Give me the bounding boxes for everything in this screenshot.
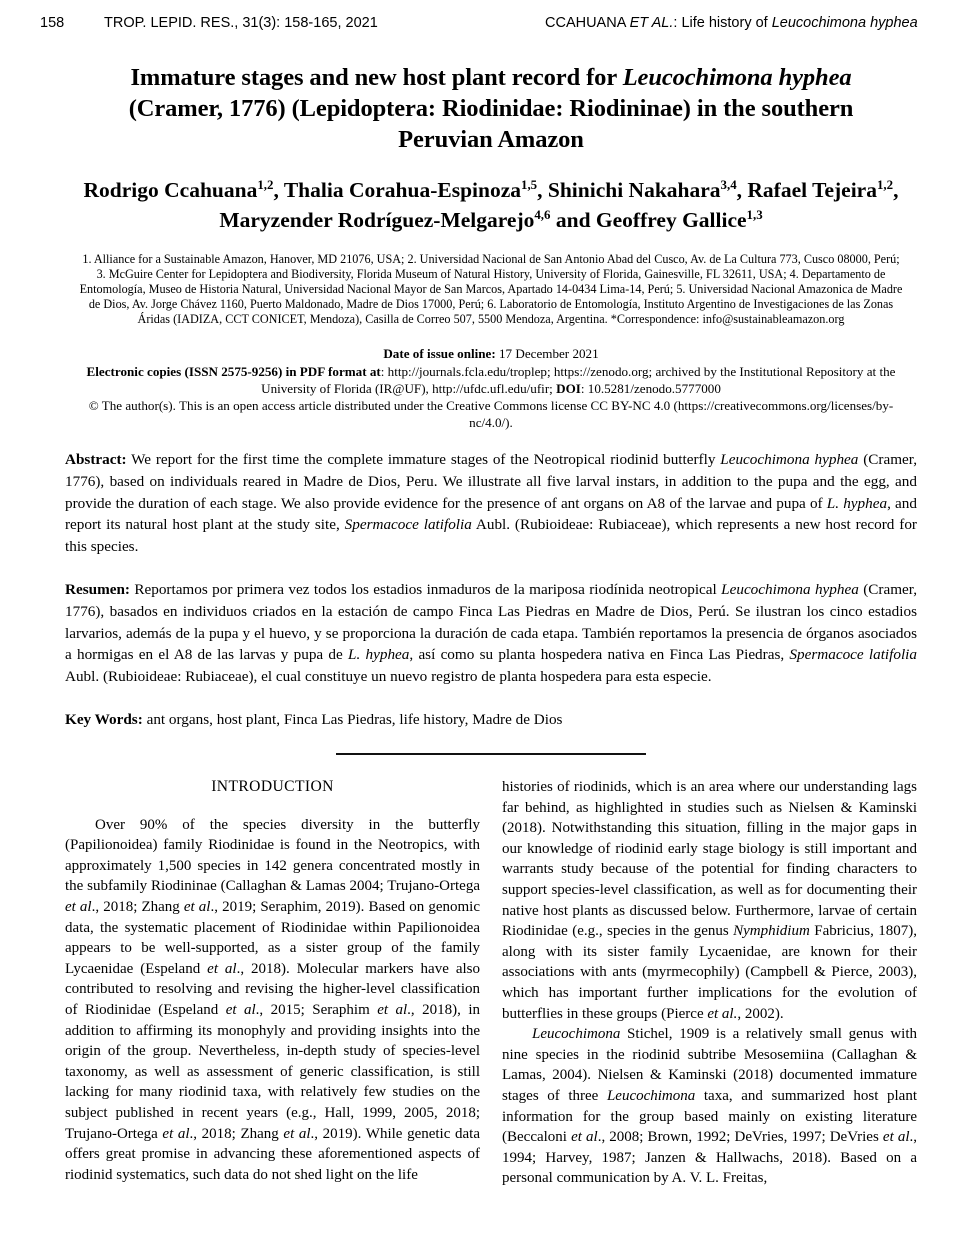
author-item [219, 208, 596, 232]
paragraph [502, 777, 917, 1024]
keywords-label: Key Words: [65, 711, 143, 729]
horizontal-rule [336, 753, 646, 755]
affiliations-block: 1. Alliance for a Sustainable Amazon, Hanover, MD 21076, USA; 2. Universidad Nacional de San Antonio Abad del Cusco, Av. de La Cultura 773, Cusco 08000, Perú; 3. McGuire Center for Lepidoptera and Biodiversity, Florida Museum of Natural History, University of Florida, Gainesville, FL 32611, USA; 4. Departamento de Entomología, Museo de Historia Natural, Universidad Nacional Mayor de San Marcos, Apartado 14-0434 Lima-14, Perú; 5. Universidad Nacional Amazonica de Madre de Dios, Av. Jorge Chávez 1160, Puerto Maldonado, Madre de Dios 17000, Perú; 6. Laboratorio de Entomología, Instituto Argentino de Investigaciones de las Zonas Áridas (IADIZA, CCT CONICET, Mendoza), Casilla de Correo 507, 5500 Mendoza, Argentina. *Correspondence: info@sustainableamazon.org [79, 252, 903, 327]
resumen-species-3: Spermacoce latifolia [789, 646, 917, 664]
resumen-text-4: Aubl. (Rubioideae: Rubiaceae), el cual constituye un nuevo registro de planta hospedera para esta especie. [65, 667, 712, 685]
resumen-block [65, 579, 917, 687]
paragraph-text: taxa, and summarized host plant information for the group based mainly on existing literature (Beccaloni [502, 1087, 917, 1146]
resumen-text-3: , así como su planta hospedera nativa en Finca Las Piedras, [409, 646, 790, 664]
title-species-name: Leucochimona hyphea [622, 64, 852, 91]
et-al: et al [183, 898, 211, 915]
journal-citation: TROP. LEPID. RES., 31(3): 158-165, 2021 [104, 15, 378, 31]
section-divider-wrapper [65, 753, 917, 755]
paragraph-text: Stichel, 1909 is a relatively small genus with nine species in the riodinid subtribe Mesosemiina (Callaghan & Lamas, 2004). Nielsen & Kaminski (2018) documented immature stages of three [502, 1026, 917, 1104]
title-line3: Peruvian Amazon [398, 126, 584, 153]
et-al: et al [283, 1125, 311, 1142]
resumen-text-1: Reportamos por primera vez todos los estadios inmaduros de la mariposa riodínida neotropical [129, 581, 722, 599]
body-column-right [502, 777, 917, 1189]
et-al: et al [377, 1001, 408, 1018]
paragraph-text: ., 2019). While genetic data offers great promise in advancing these aforementioned aspects of riodinid systematics, such data do not shed light on the life [65, 1125, 480, 1183]
author-name: Rodrigo Ccahuana [83, 178, 258, 202]
author-item [548, 178, 748, 202]
genus-name: Leucochimona [532, 1026, 621, 1043]
electronic-copies-value[interactable]: : http://journals.fcla.edu/troplep; https://zenodo.org; archived by the Institutional Repository at the University of Florida (IR@UF), http://ufdc.ufl.edu/ufir; [261, 363, 896, 396]
body-column-left [65, 777, 480, 1189]
resumen-species-1: Leucochimona hyphea [721, 581, 859, 599]
issue-date-value: 17 December 2021 [495, 346, 599, 362]
author-name: Rafael Tejeira [747, 178, 877, 202]
paragraph-text: ., 1994; Harvey, 1987; Janzen & Hallwachs, 2018). Based on a personal communication by A. V. L. Freitas, [502, 1129, 918, 1187]
et-al: et al [882, 1129, 910, 1146]
paragraph-text: Fabricius, 1807), along with its sister family Lycaenidae, are known for their associations with ants (myrmecophily) (Campbell & Pierce, 2003), which has important further implications for the evolution of butterflies in these groups (Pierce [502, 923, 917, 1022]
publication-info [65, 345, 917, 431]
issue-date-label: Date of issue online: [383, 346, 496, 362]
et-al: et al. [707, 1005, 738, 1022]
paragraph-text: ., 2018). Molecular markers have also contributed to resolving and revising the higher-level classification of Riodinidae (Espeland [65, 960, 480, 1018]
et-al: et al [65, 898, 92, 915]
abstract-text-1: We report for the first time the complete immature stages of the Neotropical riodinid butterfly [126, 451, 721, 469]
abstract-text-2: (Cramer, 1776), based on individuals reared in Madre de Dios, Peru. We illustrate all five larval instars, in addition to the pupa and the egg, and provide the duration of each stage. We also provide evidence for the presence of ant organs on A8 of the larvae and pupa of [65, 451, 917, 512]
author-name: Geoffrey Gallice [595, 208, 747, 232]
author-separator: , [537, 178, 548, 202]
running-head-species: Leucochimona hyphea [771, 15, 918, 31]
author-name: Thalia Corahua-Espinoza [283, 178, 521, 202]
author-affiliation-marker: 3,4 [720, 177, 737, 192]
author-separator: , [736, 178, 748, 202]
abstract-label: Abstract: [65, 451, 127, 469]
abstract-species-3: Spermacoce latifolia [344, 516, 472, 534]
title-line1-prefix: Immature stages and new host plant record for [130, 64, 623, 91]
author-separator: and [550, 208, 596, 232]
doi-label: DOI [556, 380, 581, 396]
paragraph-text: ., 2008; Brown, 1992; DeVries, 1997; DeVries [597, 1129, 883, 1146]
keywords-block [65, 709, 917, 731]
author-affiliation-marker: 1,2 [257, 177, 274, 192]
issue-date-line [71, 345, 911, 362]
et-al: et al [162, 1125, 190, 1142]
resumen-text-2: (Cramer, 1776), basados en individuos criados en la estación de campo Finca Las Piedras en Madre de Dios, Perú. Se ilustran los cinco estadios larvarios, además de la pupa y el huevo, y se proporciona la duración de cada etapa. También reportamos la presencia de órganos asociados a hormigas en el A8 de las larvas y pupa de [65, 581, 918, 664]
author-name: Shinichi Nakahara [547, 178, 721, 202]
author-name: Maryzender Rodríguez-Melgarejo [219, 208, 535, 232]
license-line: © The author(s). This is an open access article distributed under the Creative Commons license CC BY-NC 4.0 (https://creativecommons.org/licenses/by-nc/4.0/). [88, 398, 894, 431]
paragraph [65, 815, 480, 1186]
abstract-block [65, 449, 917, 557]
author-affiliation-marker: 1,5 [521, 177, 538, 192]
paragraph-text: Over 90% of the species diversity in the butterfly (Papilionoidea) family Riodinidae is found in the Neotropics, with approximately 1,500 species in 142 genera concentrated mostly in the subfamily Riodininae (Callaghan & Lamas 2004; Trujano-Ortega [65, 816, 480, 895]
page-number: 158 [40, 15, 65, 31]
paragraph-text: ., 2019; Seraphim, 2019). Based on genomic data, the systematic placement of Riodinidae within Papilionoidea appears to be well-supported, as a sister group of the family Lycaenidae (Espeland [65, 898, 480, 977]
resumen-label: Resumen: [65, 581, 130, 599]
paragraph-text: ., 2018; Zhang [189, 1125, 284, 1142]
abstract-text-3: , and report its natural host plant at the study site, [65, 494, 917, 534]
author-item [84, 178, 284, 202]
author-affiliation-marker: 4,6 [534, 207, 551, 222]
author-list [65, 175, 917, 235]
doi-value[interactable]: : 10.5281/zenodo.5777000 [580, 380, 721, 396]
electronic-copies-line [71, 363, 911, 397]
paragraph-text: ., 2018), in addition to affirming its monophyly and providing insights into the origin of the group. Nevertheless, in-depth study of species-level taxonomy, as well as assessment of generic classification, is still lacking for many riodinid taxa, with relatively few studies on the subject published in recent years (e.g., Hall, 1999, 2005, 2018; Trujano-Ortega [65, 1001, 481, 1142]
abstract-species-2: L. hyphea [826, 494, 888, 512]
et-al: et al [225, 1001, 256, 1018]
author-affiliation-marker: 1,2 [876, 177, 894, 192]
electronic-copies-label: Electronic copies (ISSN 2575-9256) in PDF format at [86, 363, 381, 379]
section-heading-introduction: INTRODUCTION [211, 778, 334, 796]
article-content [65, 0, 917, 1189]
abstract-text-4: Aubl. (Rubioideae: Rubiaceae), which represents a new host record for this species. [65, 516, 917, 555]
genus-name: Nymphidium [733, 923, 810, 940]
et-al: et al [571, 1129, 598, 1146]
page-title [65, 62, 917, 155]
paragraph-text: ., 2018; Zhang [91, 898, 184, 915]
et-al: et al [207, 960, 237, 977]
running-head-etal: ET AL. [629, 15, 674, 31]
title-line2: (Cramer, 1776) (Lepidoptera: Riodinidae: Riodininae) in the southern [128, 95, 854, 122]
genus-name: Leucochimona [606, 1087, 696, 1104]
paragraph-text: , 2002). [737, 1005, 784, 1022]
author-item [596, 208, 763, 232]
keywords-value: ant organs, host plant, Finca Las Piedras, life history, Madre de Dios [142, 711, 563, 729]
author-separator: , [273, 178, 284, 202]
author-affiliation-marker: 1,3 [746, 207, 763, 222]
running-head-label: : Life history of [673, 15, 772, 31]
paragraph-text: ., 2015; Seraphim [255, 1001, 378, 1018]
paragraph [502, 1024, 917, 1189]
running-head-authors: CCAHUANA [545, 15, 630, 31]
body-columns [65, 777, 917, 1189]
author-separator: , [893, 178, 899, 202]
abstract-species-1: Leucochimona hyphea [720, 451, 859, 469]
paragraph-text: histories of riodinids, which is an area where our understanding lags far behind, as highlighted in studies such as Nielsen & Kaminski (2018). Notwithstanding this situation, filling in the major gaps in our knowledge of riodinid early stage biology is still important and warrants study because of the potential for finding characters to support species-level classification, as well as for documenting their native host plants as discussed below. Furthermore, larvae of certain Riodinidae (e.g., species in the genus [502, 779, 917, 940]
author-item [747, 178, 898, 202]
author-item [284, 178, 548, 202]
resumen-species-2: L. hyphea [348, 646, 410, 664]
